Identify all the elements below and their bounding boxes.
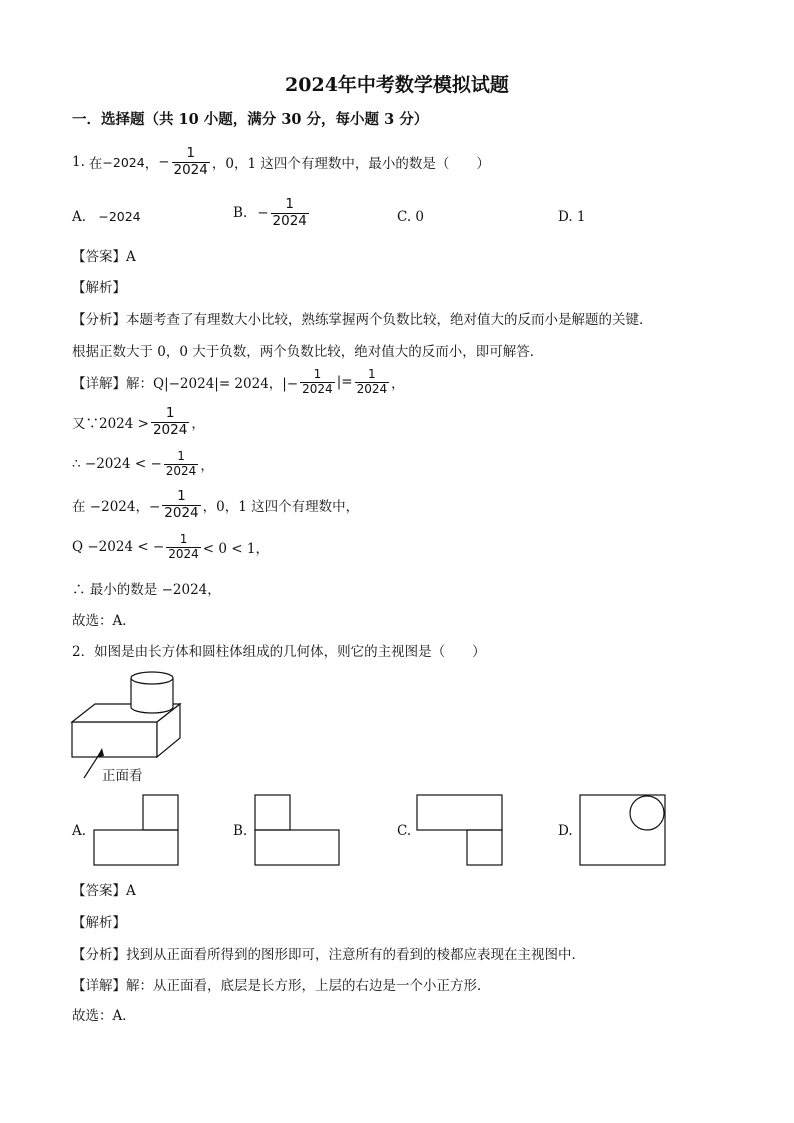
q1-l5-den: 2024 (168, 546, 199, 561)
q1-fenxi-2: 根据正数大于 0，0 大于负数，两个负数比较，绝对值大的反而小，即可解答． (72, 344, 544, 360)
q1-l2-num: 1 (165, 405, 175, 421)
q1-detail-den2: 2024 (356, 381, 388, 396)
option-b-figure (255, 795, 339, 865)
page-title: 2024年中考数学模拟试题 (285, 74, 509, 96)
q1-detail-line7: 故选：A． (72, 613, 136, 629)
q1-number: 1. (72, 154, 85, 171)
q2-detail: 【详解】解：从正面看，底层是长方形，上层的右边是一个小正方形． (72, 978, 491, 994)
q1-detail-line6: ∴ 最小的数是 −2024， (72, 582, 221, 598)
q1-l2-pre: 又∵2024 > (72, 416, 149, 433)
q1-l2-end: ， (191, 416, 205, 433)
q2-option-a-label[interactable]: A. (72, 823, 87, 839)
section-heading: 一．选择题（共 10 小题，满分 30 分，每小题 3 分） (72, 111, 429, 128)
q1-detail-den: 2024 (302, 381, 333, 396)
q1-l3-den: 2024 (165, 463, 197, 478)
q1-l4-den: 2024 (164, 504, 199, 521)
q1-l5-pre: Q −2024 < − (72, 539, 165, 556)
q1-l4-num: 1 (177, 488, 186, 504)
q2-option-c-label[interactable]: C. (397, 823, 412, 839)
q1-detail-end: ， (391, 376, 405, 393)
front-view-label: 正面看 (102, 768, 143, 784)
option-c-figure (417, 795, 502, 865)
q1-detail-pre: 【详解】解：Q|−2024|= 2024，|− (72, 376, 299, 393)
q1-detail-mid: |= (336, 374, 353, 391)
q1-fenxi-1: 【分析】本题考查了有理数大小比较，熟练掌握两个负数比较，绝对值大的反而小是解题的关键． (72, 312, 653, 328)
q1-rest: ，0，1 这四个有理数中，最小的数是（ ） (211, 156, 490, 173)
q1-pre: 在 (88, 156, 103, 173)
option-d-figure (580, 795, 665, 865)
q1-n1: −2024 (102, 154, 145, 170)
q2-answer: 【答案】A (72, 883, 136, 899)
q1-l5-end: < 0 < 1， (202, 541, 269, 558)
q1-l4-pre: 在 −2024，− (72, 499, 161, 516)
q1-l2-den: 2024 (152, 421, 188, 438)
q2-option-d-label[interactable]: D. (558, 823, 573, 839)
q1-frac-den: 2024 (173, 161, 208, 178)
option-a-figure (94, 795, 178, 865)
q1-l3-pre: ∴ −2024 < − (72, 456, 162, 473)
q1-frac-num: 1 (186, 145, 195, 161)
q1-analysis-label: 【解析】 (72, 280, 126, 296)
q1-detail-num2: 1 (368, 367, 376, 381)
q2-stem: 2．如图是由长方体和圆柱体组成的几何体，则它的主视图是（ ） (72, 644, 486, 660)
q1-a-value: −2024 (98, 209, 141, 224)
q1-detail-num: 1 (313, 367, 322, 381)
q1-l3-end: ， (200, 458, 214, 475)
q1-option-d[interactable]: D. 1 (558, 209, 586, 225)
q1-a-label: A. (72, 209, 87, 225)
q1-option-c[interactable]: C. 0 (397, 209, 425, 225)
q1-minus: − (158, 154, 170, 171)
q1-b-minus: − (257, 205, 269, 222)
q1-l3-num: 1 (177, 449, 185, 463)
q1-answer: 【答案】A (72, 249, 136, 265)
q1-sep: ， (144, 156, 159, 173)
q2-option-b-label[interactable]: B. (233, 823, 248, 839)
q1-b-label: B. (233, 205, 248, 222)
q1-b-den: 2024 (272, 212, 307, 229)
q1-l5-num: 1 (179, 532, 188, 546)
q1-b-num: 1 (285, 196, 294, 212)
q1-l4-end: ，0，1 这四个有理数中， (202, 499, 360, 516)
q2-fenxi: 【分析】找到从正面看所得到的图形即可，注意所有的看到的棱都应表现在主视图中． (72, 947, 585, 963)
q2-analysis-label: 【解析】 (72, 915, 126, 931)
q2-final: 故选：A． (72, 1008, 136, 1024)
